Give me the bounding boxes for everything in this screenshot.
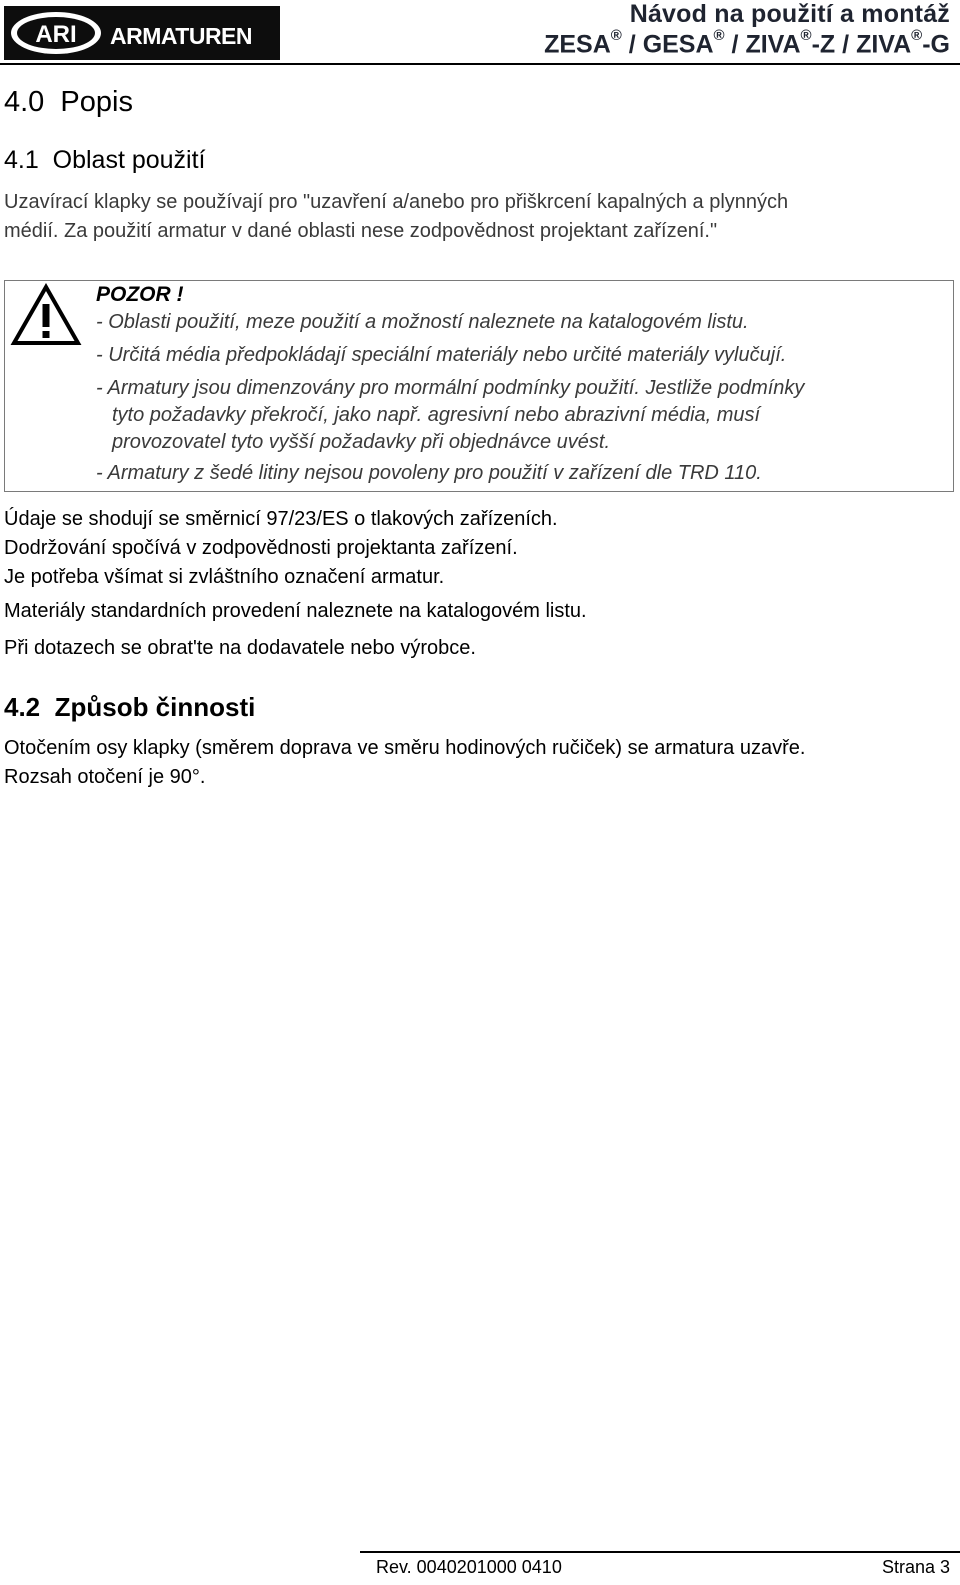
warning-line: - Armatury z šedé litiny nejsou povoleny pro použití v zařízení dle TRD 110. [96, 462, 762, 484]
subsection-title-operation: 4.2 Způsob činnosti [4, 692, 256, 722]
svg-text:ARI: ARI [35, 21, 77, 48]
warning-line: provozovatel tyto vyšší požadavky při objednávce uvést. [112, 431, 611, 453]
ari-armaturen-logo [4, 6, 280, 60]
footer-divider [360, 1551, 960, 1553]
warning-line: - Oblasti použití, meze použití a možností naleznete na katalogovém listu. [96, 311, 749, 333]
model-name: GESA [642, 30, 714, 59]
registered-mark: ® [610, 27, 622, 44]
warning-line: - Určitá média předpokládají speciální materiály nebo určité materiály vylučují. [96, 344, 787, 366]
warning-title: POZOR ! [96, 283, 184, 306]
fact-line: Údaje se shodují se směrnicí 97/23/ES o tlakových zařízeních. [4, 508, 558, 530]
fact-line: Je potřeba všímat si zvláštního označení armatur. [4, 566, 445, 588]
header-divider [0, 63, 960, 65]
registered-mark: ® [713, 27, 725, 44]
operation-text [4, 734, 959, 792]
model-list: ZESA® / GESA® / ZIVA®-Z / ZIVA®-G [544, 27, 950, 59]
materials-note: Materiály standardních provedení naleznete na katalogovém listu. [4, 600, 587, 622]
registered-mark: ® [800, 27, 812, 44]
subsection-title-usage: 4.1 Oblast použití [4, 146, 206, 174]
svg-text:ARMATUREN: ARMATUREN [110, 23, 253, 49]
registered-mark: ® [911, 27, 923, 44]
compliance-facts [4, 505, 558, 592]
warning-line: - Armatury jsou dimenzovány pro mormální podmínky použití. Jestliže podmínky [96, 377, 805, 399]
operation-line: Otočením osy klapky (směrem doprava ve směru hodinových ručiček) se armatura uzavře. [4, 737, 806, 759]
warning-line: tyto požadavky překročí, jako např. agresivní nebo abrazivní média, musí [112, 404, 761, 426]
intro-line: médií. Za použití armatur v dané oblasti nese zodpovědnost projektant zařízení." [4, 220, 718, 242]
usage-intro [4, 188, 954, 246]
document-title: Návod na použití a montáž [629, 0, 950, 28]
section-title: 4.0 Popis [4, 86, 133, 118]
page-number: Strana 3 [881, 1557, 950, 1577]
model-suffix: -G [922, 30, 950, 59]
intro-line: Uzavírací klapky se používají pro "uzavření a/anebo pro přiškrcení kapalných a plynných [4, 191, 789, 213]
model-name: ZIVA [856, 30, 912, 59]
model-name: ZESA [544, 30, 611, 59]
contact-note: Při dotazech se obrat'te na dodavatele nebo výrobce. [4, 637, 476, 659]
fact-line: Dodržování spočívá v zodpovědnosti projektanta zařízení. [4, 537, 518, 559]
operation-line: Rozsah otočení je 90°. [4, 766, 206, 788]
revision-number: Rev. 0040201000 0410 [376, 1557, 562, 1577]
warning-triangle-icon [10, 283, 82, 347]
model-name: ZIVA [745, 30, 801, 59]
